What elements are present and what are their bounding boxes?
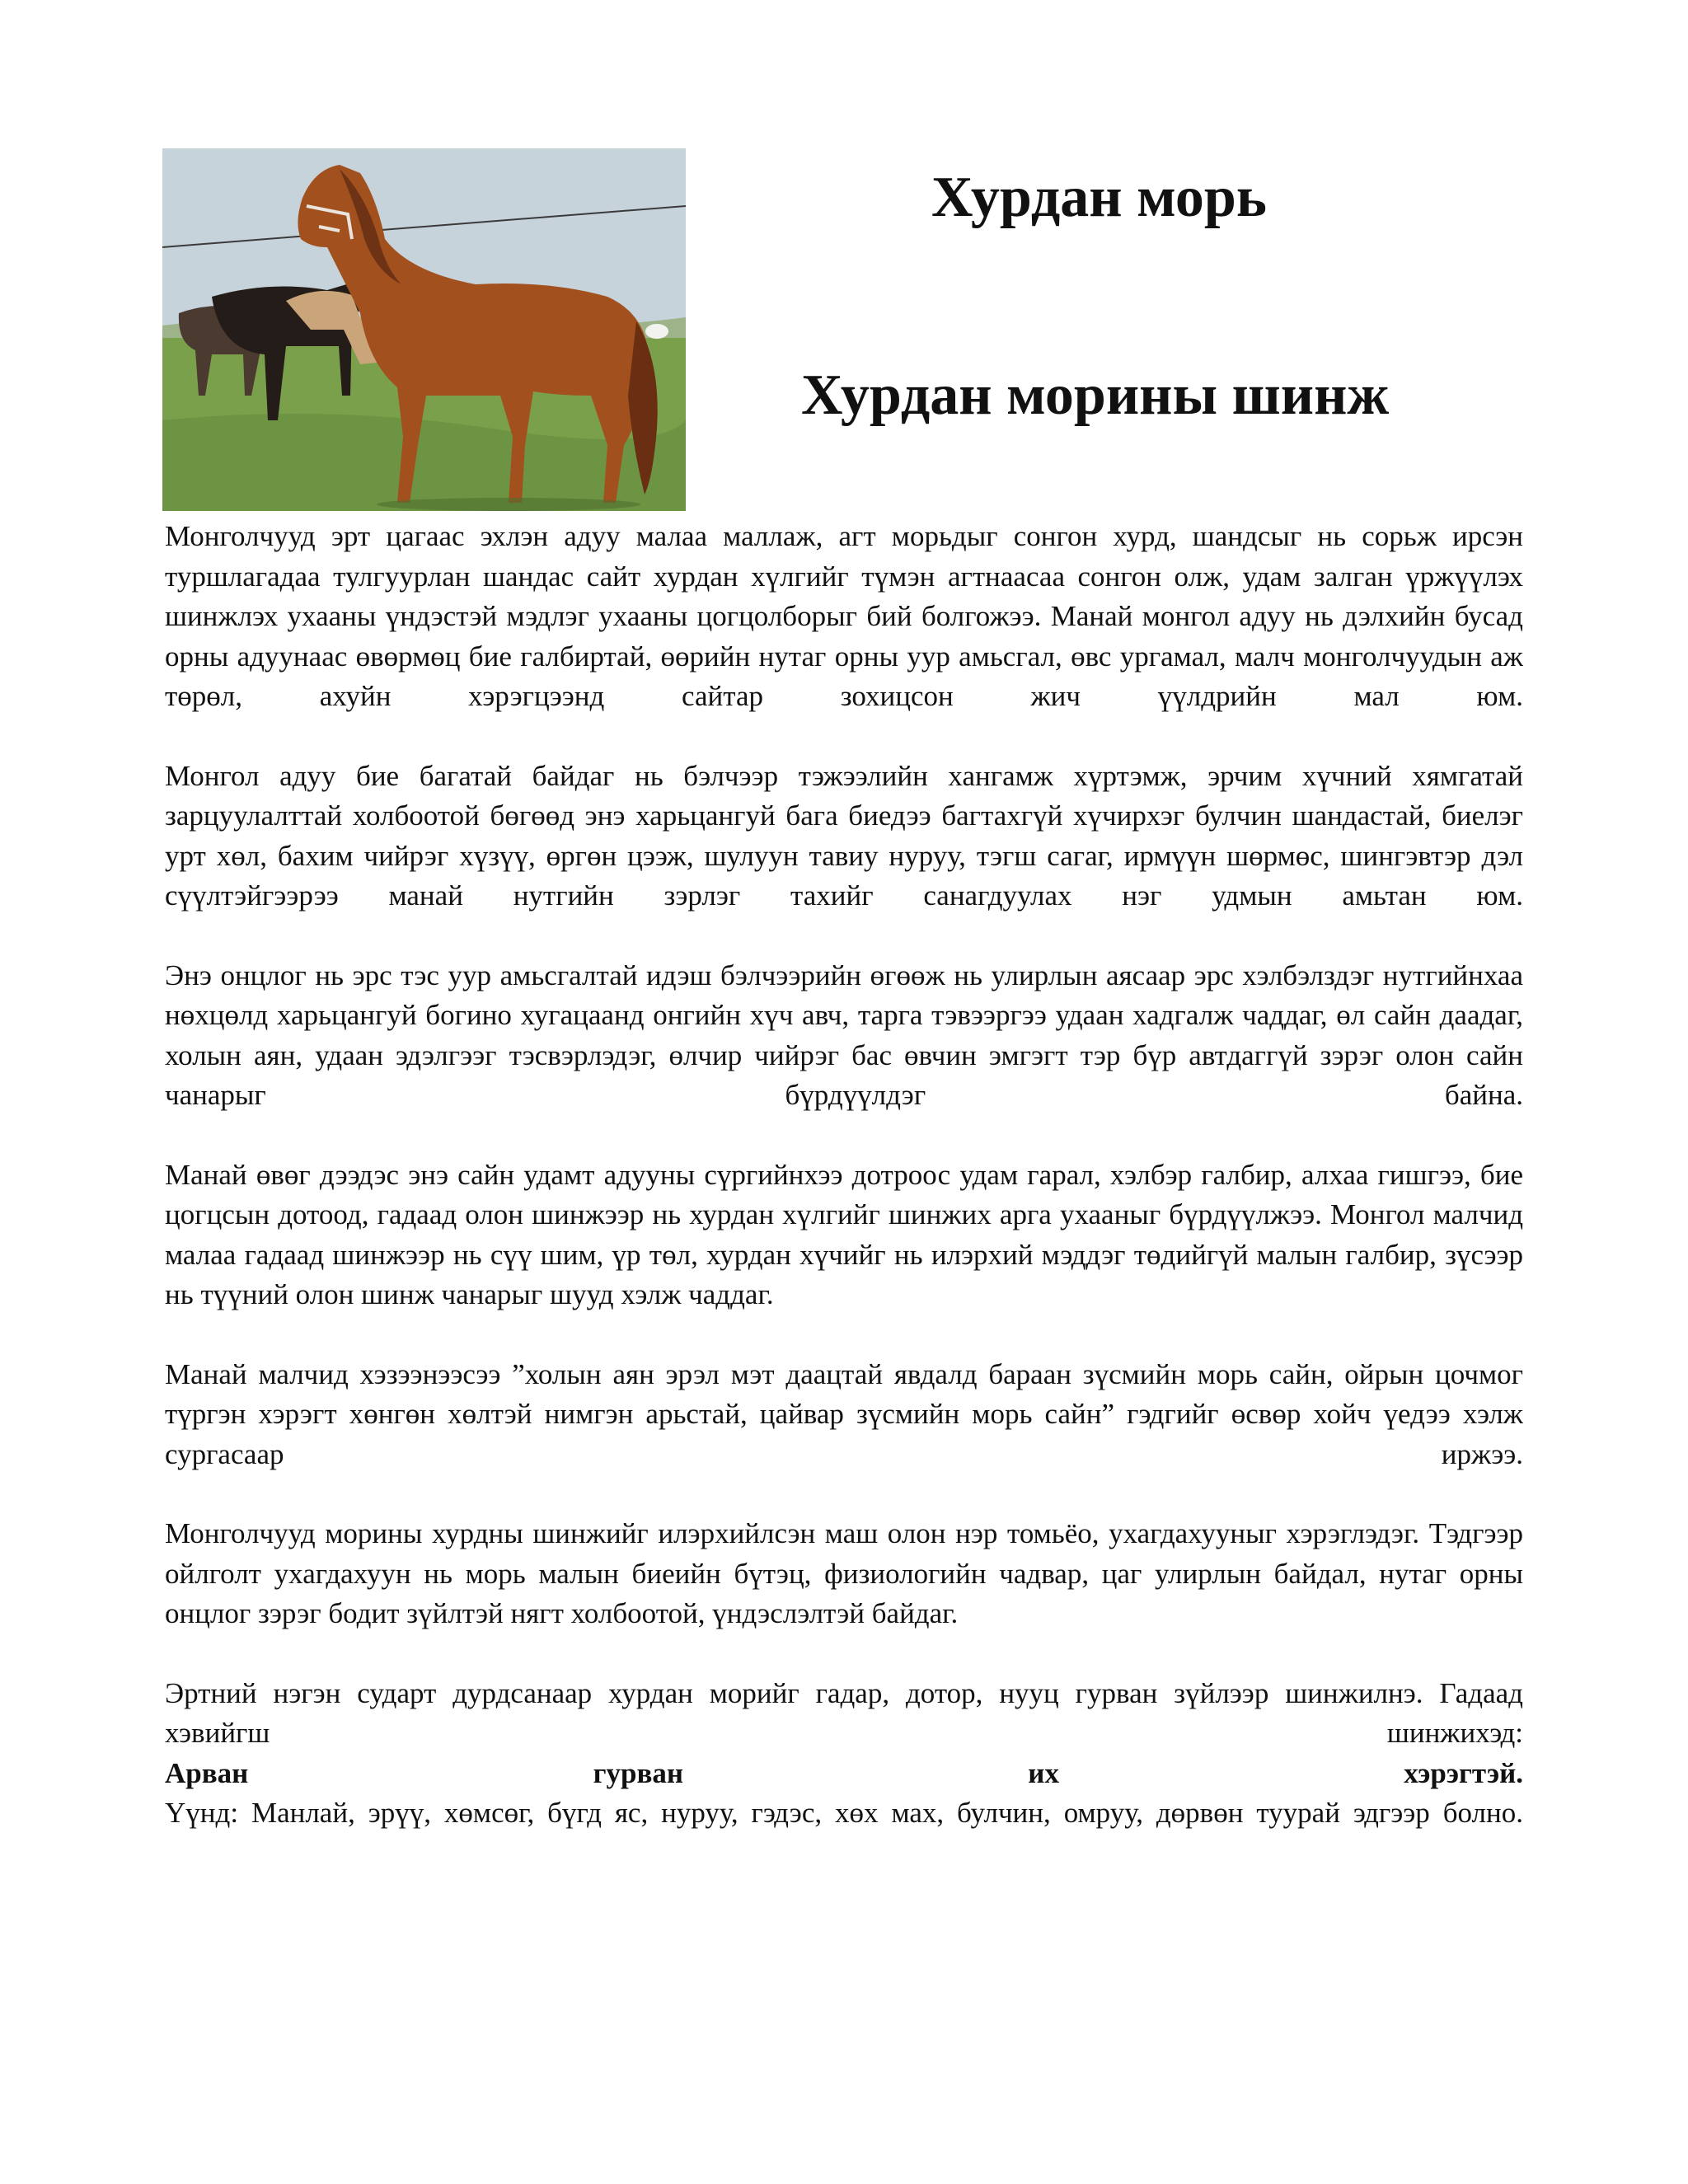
paragraph-list: Үүнд: Манлай, эрүү, хөмсөг, бүгд яс, нуруу, гэдэс, хөх мах, булчин, омруу, дөрвөн туурай эдгээр болно. bbox=[165, 1797, 1523, 1829]
paragraph-build: Монгол адуу бие багатай байдаг нь бэлчээр тэжээлийн хангамж хүртэмж, эрчим хүчний хямгатай зарцуулалттай холбоотой бөгөөд энэ харьцангуй бага биедээ багтахгүй хүчирхэг булчин шандастай, биелэг урт хөл, бахим чийрэг хүзүү, өргөн цээж, шулуун тавиу нуруу, тэгш сагаг, ирмүүн шөрмөс, шингэвтэр дэл сүүлтэйгээрээ манай нутгийн зэрлэг тахийг санагдуулах нэг удмын амьтан юм. bbox=[165, 759, 1523, 912]
paragraph-sutra: Эртний нэгэн сударт дурдсанаар хурдан морийг гадар, дотор, нууц гурван зүйлээр шинжилнэ. Гадаад хэвийгш шинжихэд: bbox=[165, 1676, 1523, 1749]
paragraph-thirteen: Арван гурван их хэрэгтэй. bbox=[165, 1756, 1523, 1789]
horse-photo-icon bbox=[162, 148, 686, 511]
page-subtitle: Хурдан морины шинж bbox=[801, 363, 1390, 427]
page-title: Хурдан морь bbox=[931, 166, 1267, 229]
paragraph-ancestors: Манай өвөг дээдэс энэ сайн удамт адууны сүргийнхээ дотроос удам гарал, хэлбэр галбир, алхаа гишгээ, бие цогцсын дотоод, гадаад олон шинжээр нь хурдан хүлгийг шинжих арга ухааныг бүрдүүлжээ. Монгол малчид малаа гадаад шинжээр нь сүү шим, үр төл, хурдан хүчийг нь илэрхий мэддэг төдийгүй малын галбир, зүсээр нь түүний олон шинж чанарыг шууд хэлж чаддаг. bbox=[165, 1158, 1523, 1310]
article-body bbox=[165, 517, 1523, 1834]
paragraph-traits: Энэ онцлог нь эрс тэс уур амьсгалтай идэш бэлчээрийн өгөөж нь улирлын аясаар эрс хэлбэлздэг нутгийнхаа нөхцөлд харьцангуй богино хугацаанд онгийн хүч авч, тарга тэвээргээ удаан хадгалж чаддаг, өл сайн даадаг, холын аян, удаан эдэлгээг тэсвэрлэдэг, өлчир чийрэг бас өвчин эмгэгт тэр бүр автдаггүй зэрэг олон сайн чанарыг бүрдүүлдэг байна. bbox=[165, 958, 1523, 1111]
horse-photo bbox=[162, 148, 686, 511]
paragraph-intro: Монголчууд эрт цагаас эхлэн адуу малаа маллаж, агт морьдыг сонгон хурд, шандсыг нь сорьж ирсэн туршлагадаа тулгуурлан шандас сайт хурдан хүлгийг түмэн агтнаасаа сонгон олж, удам залган үржүүлэх шинжлэх ухааны үндэстэй мэдлэг ухааны цогцолборыг бий болгожээ. Манай монгол адуу нь дэлхийн бусад орны адуунаас өвөрмөц бие галбиртай, өөрийн нутаг орны уур амьсгал, өвс ургамал, малч монголчуудын аж төрөл, ахуйн хэрэгцээнд сайтар зохицсон жич үүлдрийн мал юм. bbox=[165, 520, 1523, 712]
paragraph-terms: Монголчууд морины хурдны шинжийг илэрхийлсэн маш олон нэр томьёо, ухагдахууныг хэрэглэдэг. Тэдгээр ойлголт ухагдахуун нь морь малын биеийн бүтэц, физиологийн чадвар, цаг улирлын байдал, нутаг орны онцлог зэрэг бодит зүйлтэй нягт холбоотой, үндэслэлтэй байдаг. bbox=[165, 1517, 1523, 1629]
paragraph-saying: Манай малчид хэзээнээсээ ”холын аян эрэл мэт даацтай явдалд бараан зүсмийн морь сайн, ойрын цочмог түргэн хэрэгт хөнгөн хөлтэй нимгэн арьстай, цайвар зүсмийн морь сайн” гэдгийг өсвөр хойч үедээ хэлж сургасаар иржээ. bbox=[165, 1357, 1523, 1470]
